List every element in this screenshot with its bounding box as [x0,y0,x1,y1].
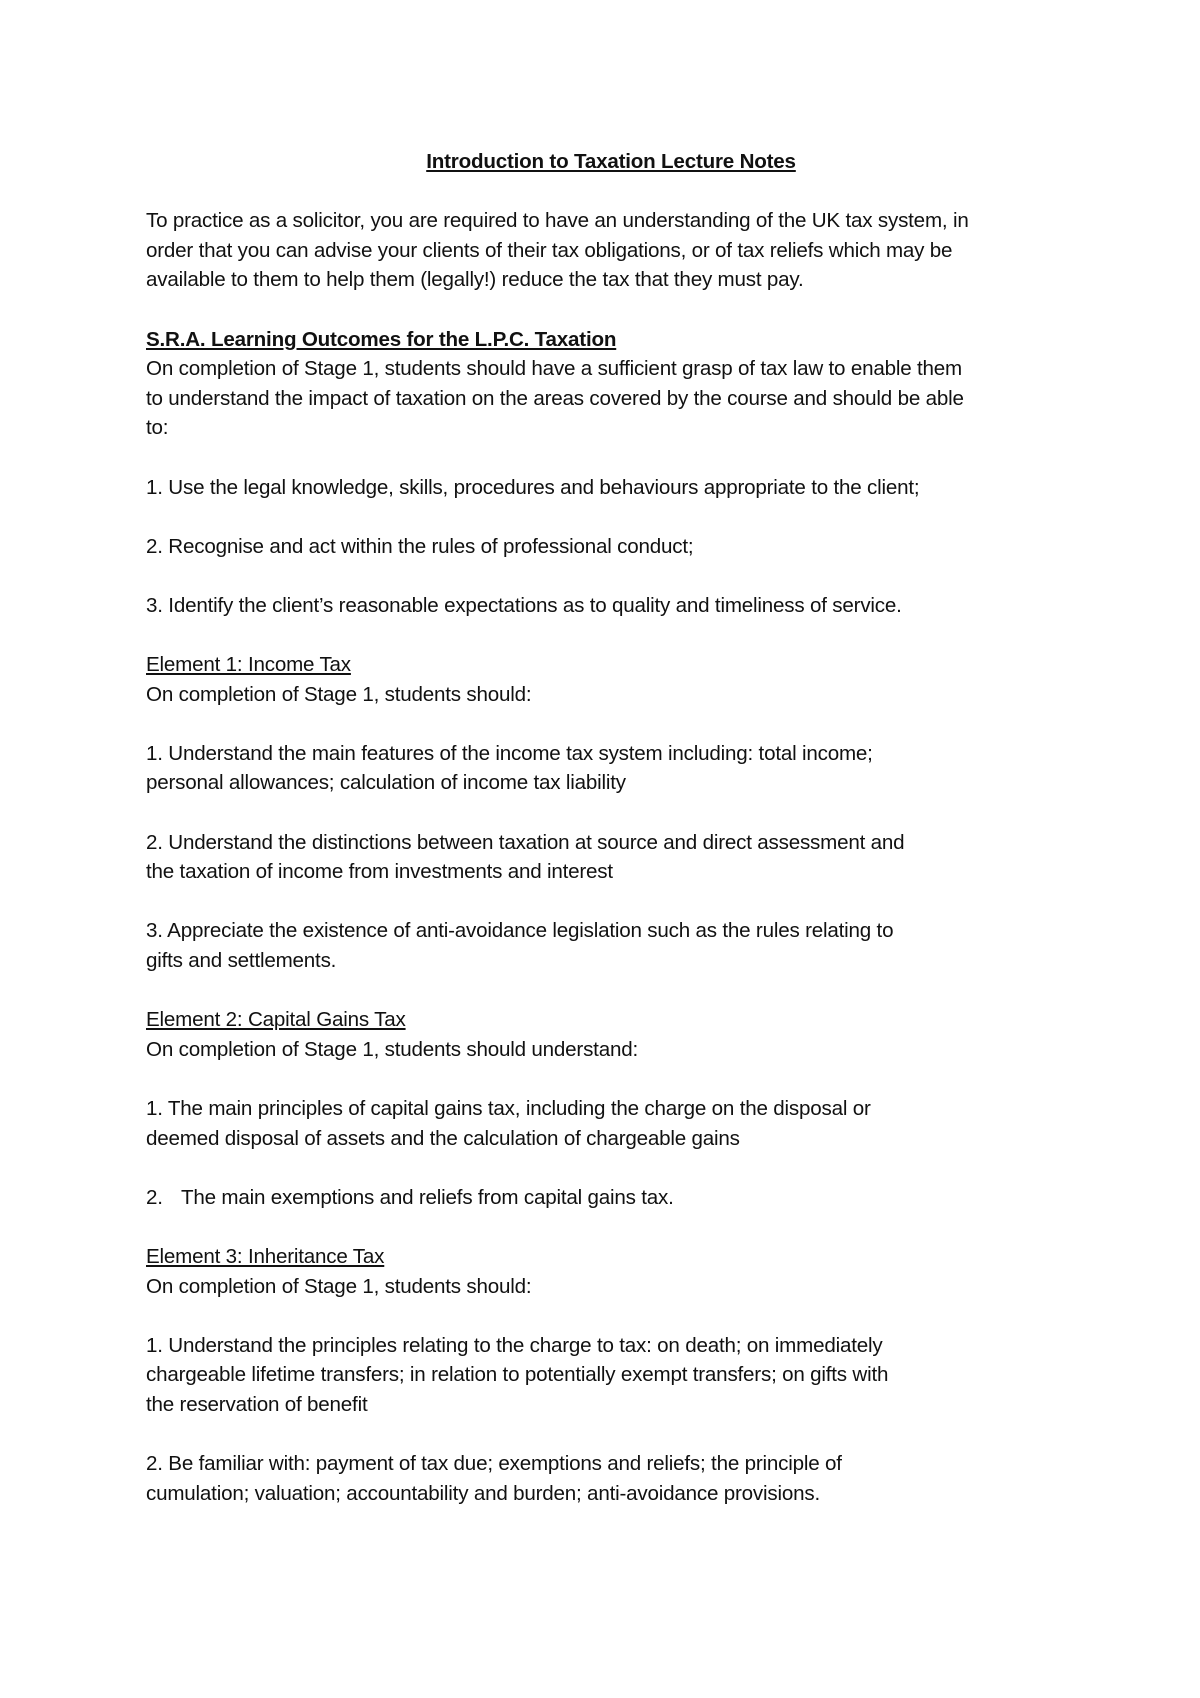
element1-item-line: personal allowances; calculation of income tax liability [146,771,626,795]
element3-heading: Element 3: Inheritance Tax [146,1244,385,1268]
element1-item [146,739,1076,798]
element3-item [146,1449,1076,1508]
element1-item [146,916,1076,975]
element1-item-line: 3. Appreciate the existence of anti-avoidance legislation such as the rules relating to [146,919,894,943]
element2-item [146,1094,1076,1153]
element2-intro: On completion of Stage 1, students should understand: [146,1037,638,1061]
intro-paragraph [146,206,1076,295]
element3-item-line: 1. Understand the principles relating to the charge to tax: on death; on immediately [146,1333,883,1357]
element1-item-line: gifts and settlements. [146,949,337,973]
document-title: Introduction to Taxation Lecture Notes [426,150,796,173]
sra-intro-line: On completion of Stage 1, students should have a sufficient grasp of tax law to enable them [146,357,962,381]
document-body [146,147,1076,1538]
sra-intro-line: to understand the impact of taxation on the areas covered by the course and should be able [146,386,964,410]
intro-line: available to them to help them (legally!) reduce the tax that they must pay. [146,268,804,292]
element2-item [146,1183,1076,1213]
sra-item-text: 1. Use the legal knowledge, skills, procedures and behaviours appropriate to the client; [146,475,920,499]
element3-item-line: cumulation; valuation; accountability and burden; anti-avoidance provisions. [146,1481,820,1505]
sra-item [146,591,1076,621]
element3-item-line: 2. Be familiar with: payment of tax due; exemptions and reliefs; the principle of [146,1452,842,1476]
intro-line: To practice as a solicitor, you are required to have an understanding of the UK tax system, in [146,209,969,233]
sra-item [146,473,1076,503]
sra-item-text: 3. Identify the client’s reasonable expectations as to quality and timeliness of service. [146,593,902,617]
element2-item-line: deemed disposal of assets and the calculation of chargeable gains [146,1126,740,1150]
element1-item-line: 1. Understand the main features of the income tax system including: total income; [146,741,873,765]
element1-item-line: the taxation of income from investments and interest [146,860,613,884]
sra-item [146,532,1076,562]
sra-section [146,325,1076,443]
element3-section [146,1242,1076,1301]
element1-heading: Element 1: Income Tax [146,653,351,677]
element1-item [146,828,1076,887]
element2-heading: Element 2: Capital Gains Tax [146,1008,406,1032]
element3-intro: On completion of Stage 1, students should: [146,1274,532,1298]
element3-item-line: the reservation of benefit [146,1392,368,1416]
sra-intro-line: to: [146,416,169,440]
element1-intro: On completion of Stage 1, students should: [146,682,532,706]
element2-item-line [146,1183,1076,1213]
element3-item-line: chargeable lifetime transfers; in relation to potentially exempt transfers; on gifts with [146,1363,889,1387]
element2-item-line: 1. The main principles of capital gains tax, including the charge on the disposal or [146,1097,871,1120]
sra-heading: S.R.A. Learning Outcomes for the L.P.C. Taxation [146,327,617,351]
sra-item-text: 2. Recognise and act within the rules of professional conduct; [146,534,694,558]
element2-section [146,1005,1076,1064]
element1-section [146,650,1076,709]
element3-item [146,1331,1076,1420]
intro-line: order that you can advise your clients of their tax obligations, or of tax reliefs which may be [146,238,953,262]
element2-item-number: 2. [146,1185,163,1209]
element1-item-line: 2. Understand the distinctions between taxation at source and direct assessment and [146,830,905,854]
element2-item-text: The main exemptions and reliefs from capital gains tax. [181,1185,674,1209]
